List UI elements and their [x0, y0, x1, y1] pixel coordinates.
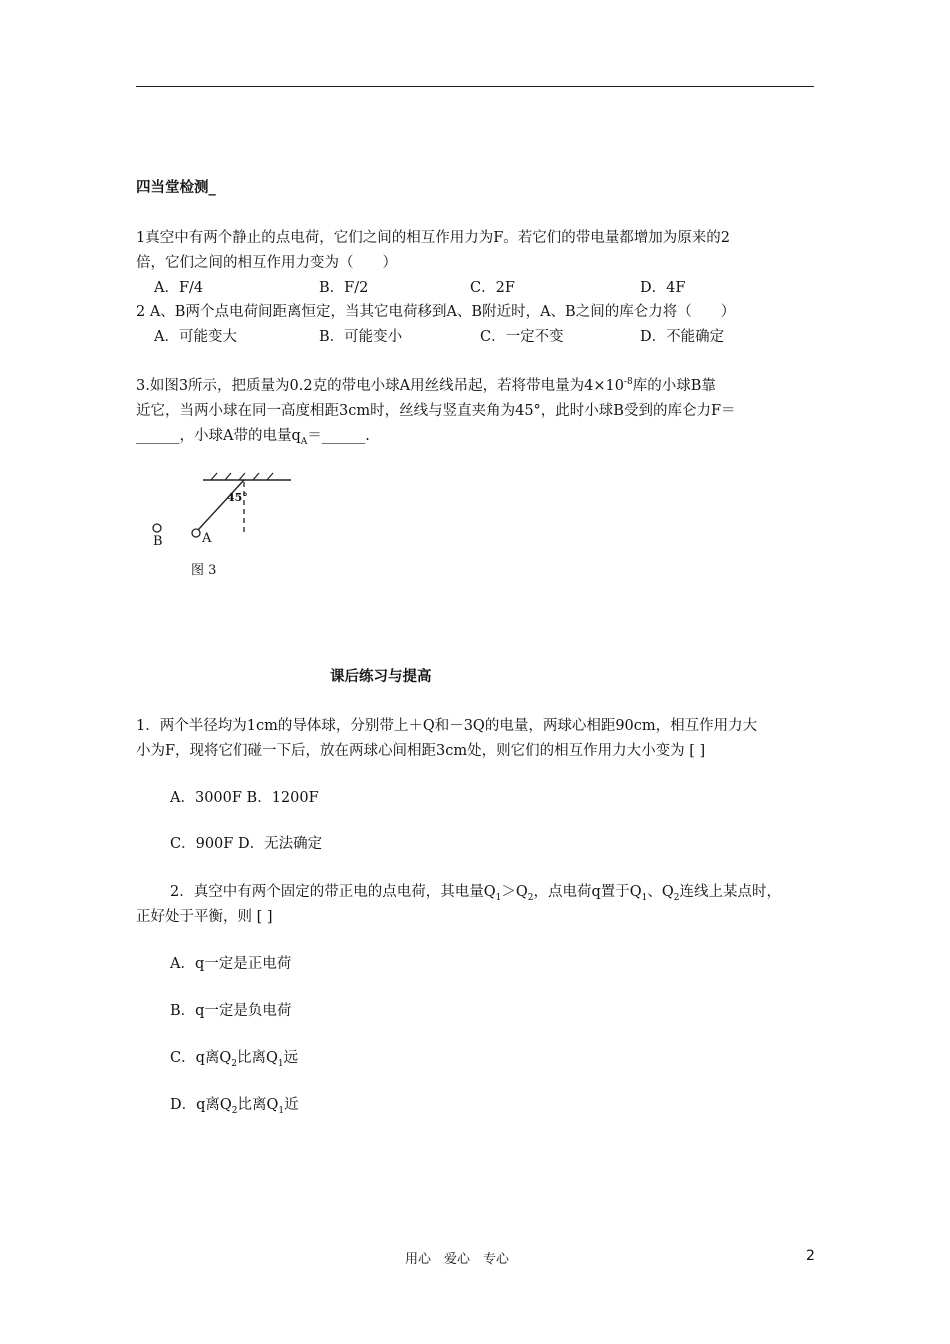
- q2-option-d: D．不能确定: [640, 329, 725, 345]
- section-2-title: 课后练习与提高: [330, 669, 432, 685]
- exercise-2-text-cont: 正好处于平衡，则 [ ]: [136, 909, 273, 925]
- ball-a: [192, 529, 200, 537]
- q1-option-b: B．F/2: [319, 280, 369, 296]
- exercise-1-text-cont: 小为F，现将它们碰一下后，放在两球心间相距3cm处，则它们的相互作用力大小变为 [ ]: [136, 743, 706, 759]
- ex2-subscript: 2: [231, 1105, 238, 1116]
- pendulum-diagram: [145, 466, 305, 586]
- exercise-2-option-b: B．q一定是负电荷: [170, 1003, 292, 1019]
- question-3-text-cont: 近它，当两小球在同一高度相距3cm时，丝线与竖直夹角为45°，此时小球B受到的库仑力F＝: [136, 403, 736, 419]
- question-2-text: 2 A、B两个点电荷间距离恒定，当其它电荷移到A、B附近时，A、B之间的库仑力将（ ）: [136, 304, 736, 320]
- ceiling-hatch: [225, 473, 231, 480]
- ex2-opt-c-part: 远: [283, 1050, 299, 1066]
- exercise-2-option-a: A．q一定是正电荷: [170, 956, 292, 972]
- ex2-text-part: ＞Q: [501, 884, 528, 900]
- exercise-2-option-d: [170, 1095, 299, 1115]
- ex2-subscript: 1: [641, 892, 648, 903]
- exercise-1-options-ab: A．3000F B．1200F: [170, 790, 319, 806]
- ex2-opt-c-part: 比离Q: [237, 1050, 278, 1066]
- figure-3: [145, 466, 305, 586]
- ex2-subscript: 1: [278, 1105, 285, 1116]
- ex2-subscript: 2: [527, 892, 534, 903]
- ex2-opt-d-part: D．q离Q: [170, 1097, 232, 1113]
- ceiling-hatch: [267, 473, 273, 480]
- silk-thread: [198, 480, 244, 530]
- page-number: 2: [806, 1248, 815, 1264]
- question-1-text-cont: 倍，它们之间的相互作用力变为（ ）: [136, 255, 397, 271]
- question-3-blanks: [136, 426, 370, 446]
- ball-b-label: B: [153, 534, 163, 549]
- q3-blank-part: ______，小球A带的电量q: [136, 428, 301, 444]
- angle-label: 45°: [227, 491, 248, 504]
- ex2-text-part: 2．真空中有两个固定的带正电的点电荷，其电量Q: [170, 884, 496, 900]
- q3-text-part: 3.如图3所示，把质量为0.2克的带电小球A用丝线吊起，若将带电量为4×10: [136, 378, 624, 394]
- exercise-2-text: [170, 882, 781, 902]
- figure-caption: 图 3: [191, 563, 217, 578]
- question-1-text: 1真空中有两个静止的点电荷，它们之间的相互作用力为F。若它们的带电量都增加为原来的2: [136, 230, 731, 246]
- q3-subscript: A: [300, 436, 308, 447]
- ball-a-label: A: [202, 531, 212, 546]
- ex2-text-part: 连线上某点时，: [679, 884, 782, 900]
- exercise-1-options-cd: C．900F D．无法确定: [170, 836, 323, 852]
- q3-blank-part: ＝______.: [307, 428, 370, 444]
- footer-motto: 用心 爱心 专心: [405, 1252, 510, 1267]
- question-3-text: [136, 376, 716, 396]
- ex2-opt-d-part: 近: [284, 1097, 299, 1113]
- exercise-2-option-c: [170, 1048, 298, 1068]
- q1-option-c: C．2F: [470, 280, 515, 296]
- ex2-opt-d-part: 比离Q: [237, 1097, 279, 1113]
- ceiling-hatch: [211, 473, 217, 480]
- ball-b: [153, 524, 161, 532]
- ex2-subscript: 1: [277, 1058, 284, 1069]
- q1-option-d: D．4F: [640, 280, 686, 296]
- header-rule: [136, 86, 814, 87]
- q3-text-part: 库的小球B靠: [632, 378, 716, 394]
- section-title: 四当堂检测_: [136, 180, 216, 196]
- ex2-text-part: 、Q: [647, 884, 674, 900]
- ex2-subscript: 2: [673, 892, 680, 903]
- q2-option-b: B．可能变小: [319, 329, 403, 345]
- q2-option-c: C．一定不变: [480, 329, 564, 345]
- ex2-opt-c-part: C．q离Q: [170, 1050, 232, 1066]
- q2-option-a: A．可能变大: [154, 329, 237, 345]
- q3-exponent: -8: [623, 377, 633, 388]
- q1-option-a: A．F/4: [154, 280, 204, 296]
- ceiling-hatch: [239, 473, 245, 480]
- ex2-subscript: 2: [231, 1058, 237, 1069]
- ex2-text-part: ，点电荷q置于Q: [533, 884, 642, 900]
- exercise-1-text: 1．两个半径均为1cm的导体球，分别带上＋Q和－3Q的电量，两球心相距90cm，相互作用力大: [136, 718, 758, 734]
- ex2-subscript: 1: [495, 892, 502, 903]
- ceiling-hatch: [253, 473, 259, 480]
